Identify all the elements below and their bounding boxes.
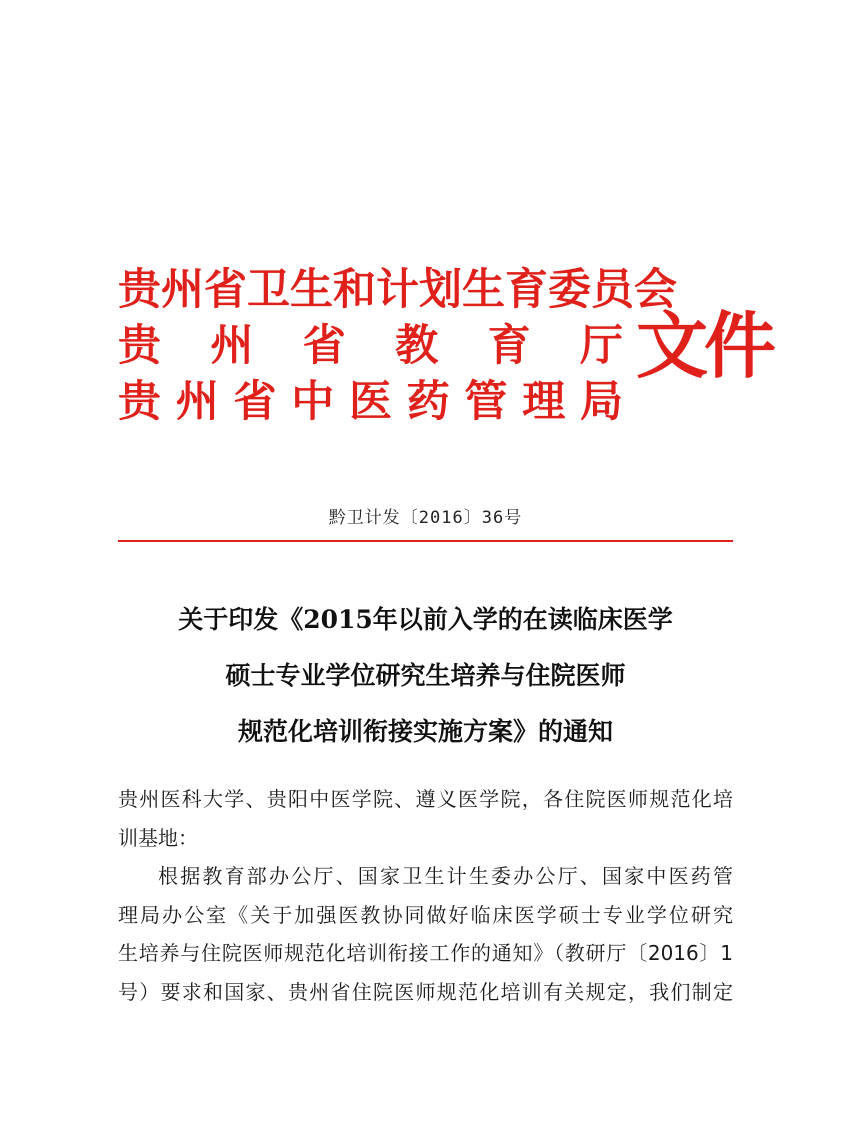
document-title <box>118 592 733 760</box>
issuer-education-department: 贵州省教育厅 <box>118 321 623 371</box>
title-line: 规范化培训衔接实施方案》的通知 <box>237 717 613 746</box>
issuer-tcm-administration: 贵州省中医药管理局 <box>118 377 623 427</box>
paragraph-line: 根据教育部办公厅、国家卫生计生委办公厅、国家中医药管 <box>158 864 733 888</box>
title-line: 硕士专业学位研究生培养与住院医师 <box>225 661 626 690</box>
issuer-health-commission: 贵州省卫生和计划生育委员会 <box>118 265 677 315</box>
document-number: 黔卫计发〔2016〕36号 <box>328 508 523 528</box>
title-line: 关于印发《2015年以前入学的在读临床医学 <box>178 605 673 634</box>
document-body <box>118 780 733 1011</box>
paragraph-line: 号）要求和国家、贵州省住院医师规范化培训有关规定，我们制定 <box>118 979 733 1004</box>
document-word: 文件 <box>636 303 773 388</box>
recipients-line: 训基地： <box>118 825 198 850</box>
recipients-line: 贵州医科大学、贵阳中医学院、遵义医学院，各住院医师规范化培 <box>118 787 733 811</box>
red-divider <box>118 540 733 542</box>
paragraph-line: 生培养与住院医师规范化培训衔接工作的通知》（教研厅〔2016〕1 <box>118 941 733 965</box>
paragraph-line: 理局办公室《关于加强医教协同做好临床医学硕士专业学位研究 <box>118 902 733 927</box>
issuing-authorities <box>118 262 677 430</box>
